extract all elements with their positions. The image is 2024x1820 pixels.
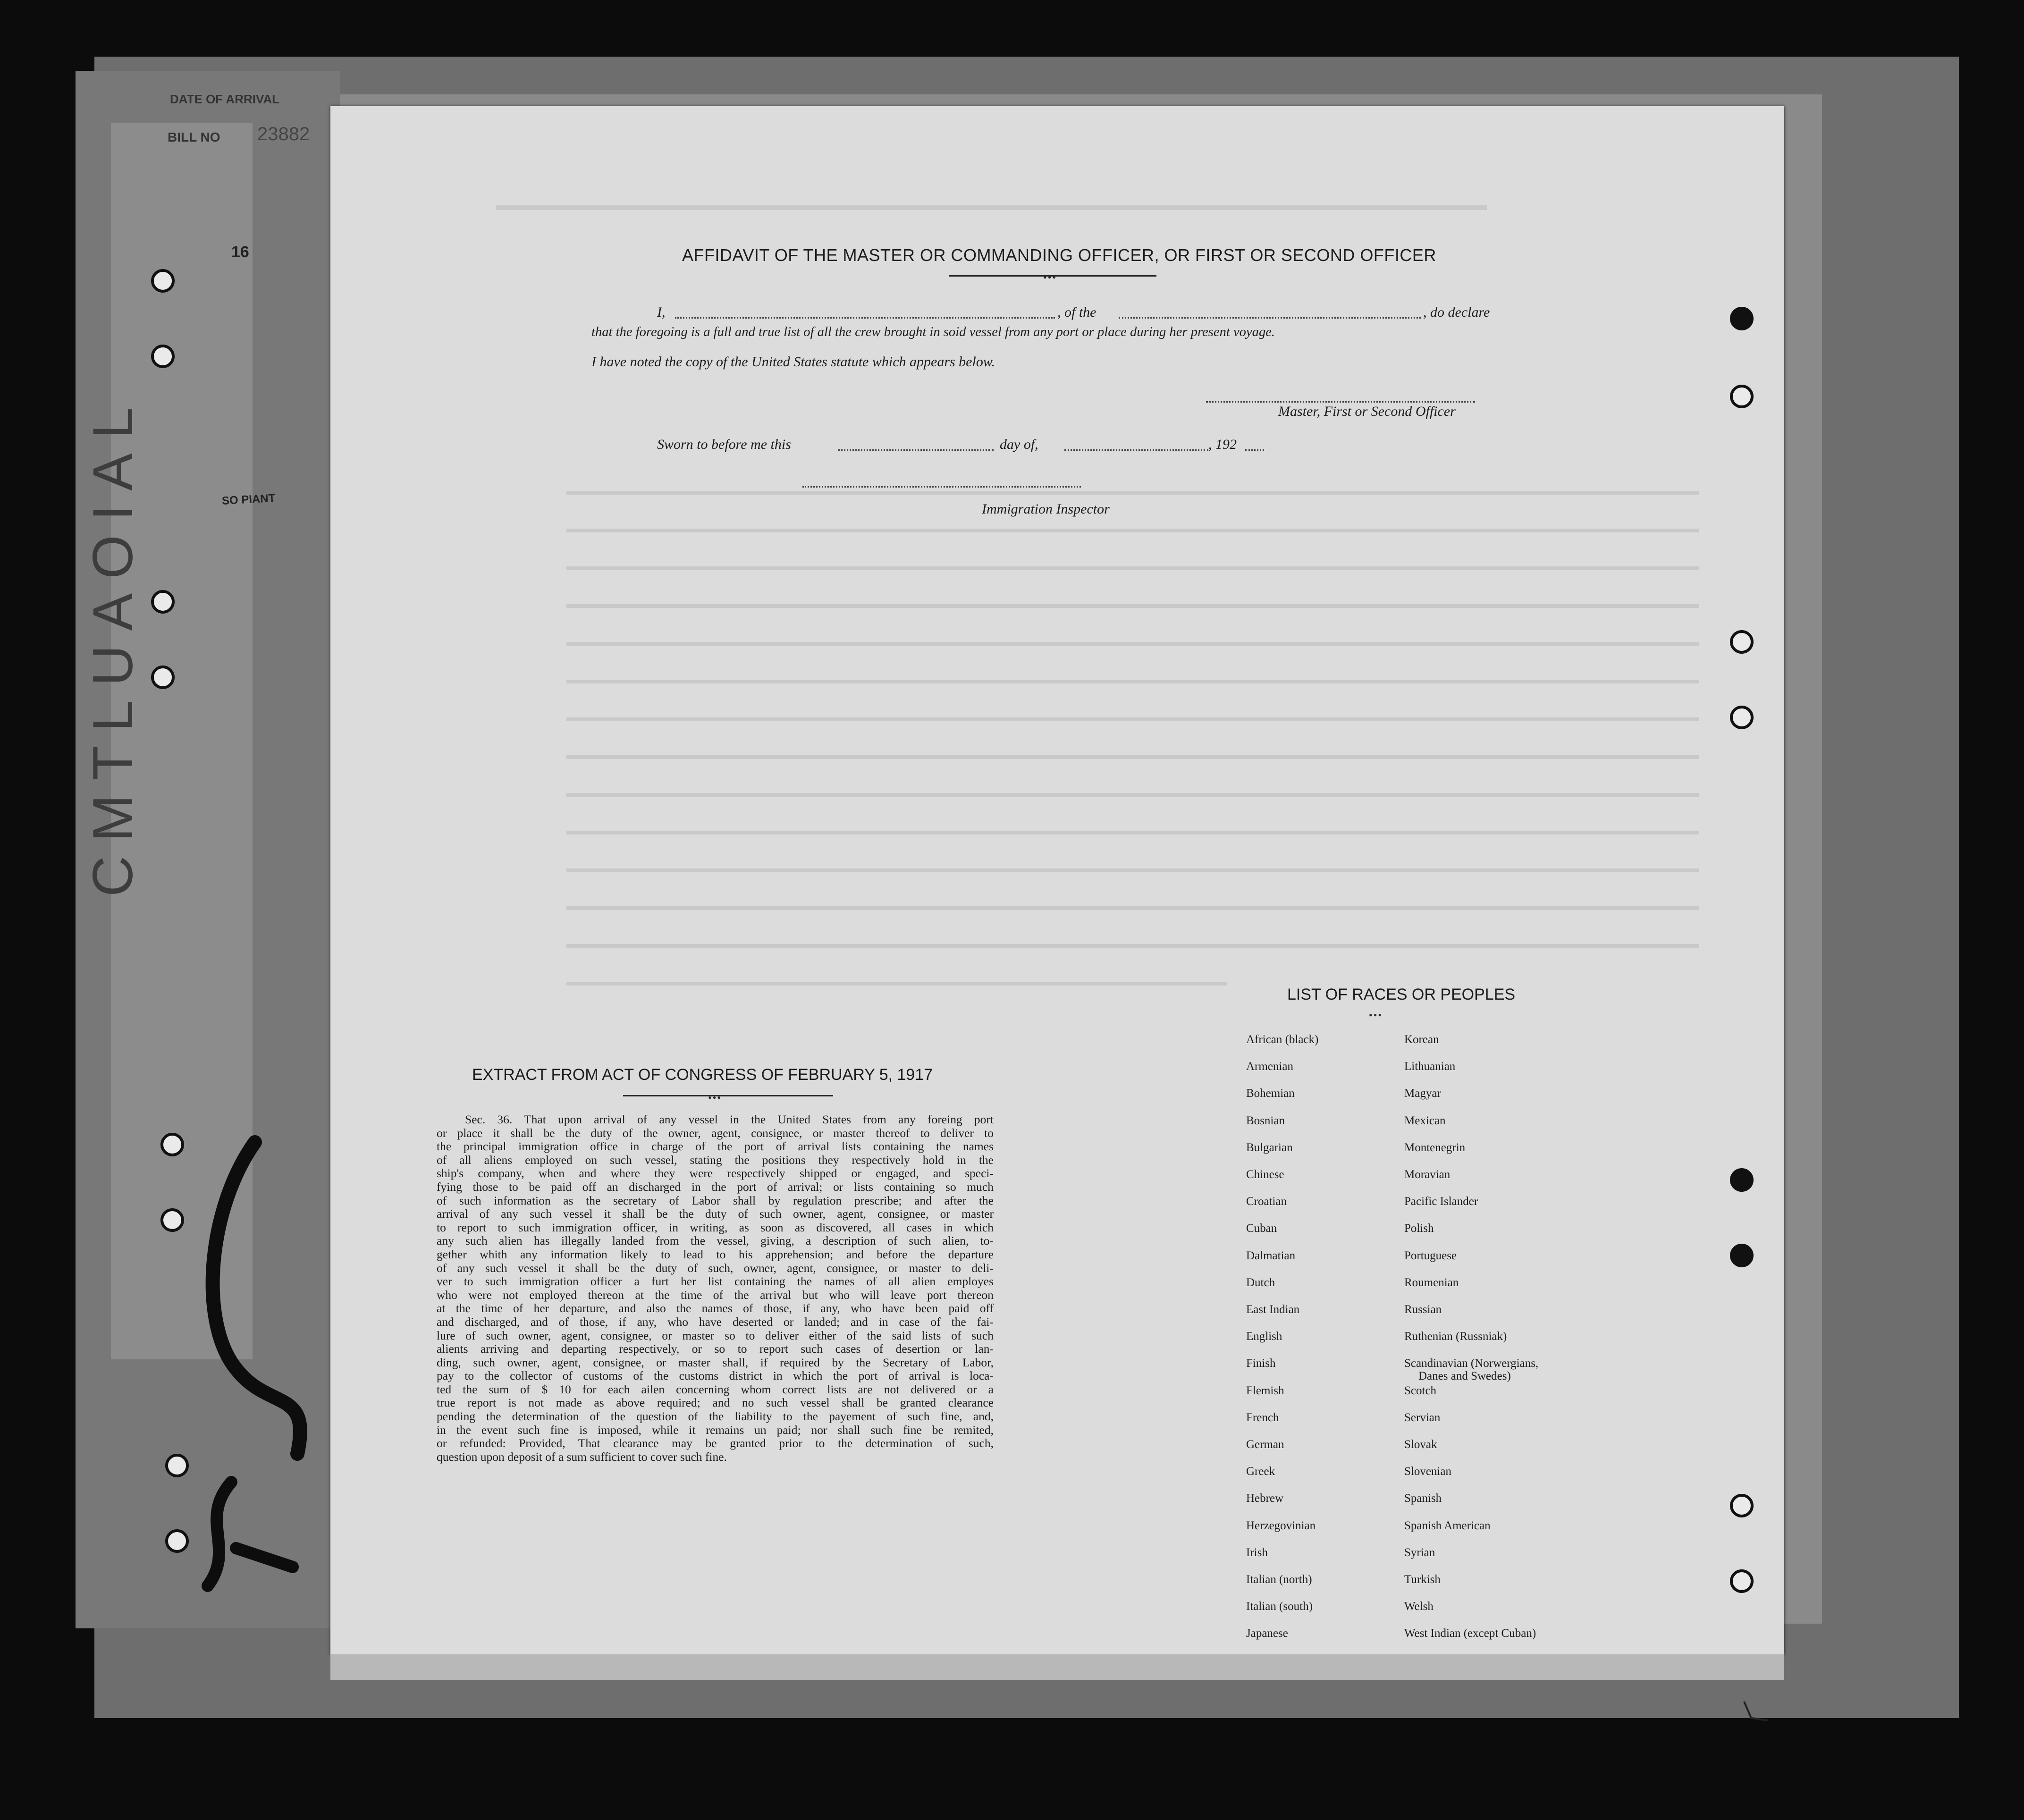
race-item: West Indian (except Cuban) (1404, 1627, 1536, 1640)
name-blank (675, 317, 1055, 319)
race-item: Spanish American (1404, 1519, 1491, 1532)
statute-line: alients arriving and departing respectively, or so to report such cases of desertion or lan- (437, 1342, 994, 1356)
punch-hole (165, 1529, 189, 1553)
statute-line: and discharged, and of those, if any, who have deserted or landed; and in case of the fai- (437, 1314, 994, 1329)
race-item: Chinese (1246, 1168, 1284, 1181)
race-item: French (1246, 1411, 1279, 1424)
race-item: Servian (1404, 1411, 1441, 1424)
punch-hole (1730, 385, 1754, 408)
statute-line: true report is not made as above required; and no such vessel shall be granted clearance (437, 1396, 994, 1410)
statute-line: lure of such owner, agent, consignee, or master so to deliver either of the said lists of such (437, 1328, 994, 1342)
statute-line: fying those to be paid off an discharged in the port of arrival; or lists containing so much (437, 1180, 994, 1194)
race-item: Slovak (1404, 1438, 1437, 1451)
punch-hole (1730, 630, 1754, 654)
ghost-row (566, 491, 1699, 495)
statute-line: arrival of any such vessel it shall be the duty of such owner, agent, consignee, or master (437, 1207, 994, 1221)
race-item: English (1246, 1330, 1282, 1343)
statute-line: of all aliens employed on such vessel, stating the positions they respectively hold in the (437, 1153, 994, 1167)
race-item: Bosnian (1246, 1114, 1285, 1127)
race-item: Italian (north) (1246, 1573, 1312, 1586)
statute-line: any such alien has illegally landed from the vessel, giving, a description of such alien, to- (437, 1234, 994, 1248)
race-item: Hebrew (1246, 1492, 1284, 1505)
ghost-row (566, 604, 1699, 608)
ghost-manifest-heading (496, 205, 1487, 210)
sworn-day-blank (838, 449, 994, 451)
punch-hole (151, 666, 175, 689)
ghost-row (566, 642, 1699, 646)
number-16: 16 (231, 243, 249, 261)
corner-pencil-mark (1742, 1699, 1770, 1723)
statute-line: ted the sum of $ 10 for each ailen concerning whom correct lists are not delivered or a (437, 1382, 994, 1396)
punch-hole (151, 269, 175, 293)
race-item: Scandinavian (Norwergians, (1404, 1357, 1539, 1370)
punch-hole (1730, 1244, 1754, 1267)
statute-line: at the time of her departure, and also the names of those, if any, who have been paid off (437, 1301, 994, 1315)
ghost-row (566, 755, 1699, 759)
declare-line-prefix: I, (657, 304, 666, 320)
statute-line: or refunded: Provided, That clearance may be granted prior to the determination of such, (437, 1436, 994, 1450)
races-title: LIST OF RACES OR PEOPLES (1287, 986, 1516, 1003)
race-item: Croatian (1246, 1195, 1287, 1208)
sworn-month-blank (1064, 449, 1208, 451)
race-item: Magyar (1404, 1087, 1441, 1100)
statute-line: question upon deposit of a sum sufficient to cover such fine. (437, 1449, 727, 1464)
race-item: Finish (1246, 1357, 1276, 1370)
declare-line-2: that the foregoing is a full and true list of all the crew brought in soid vessel from any port or place during her present voyage. (591, 325, 1275, 339)
race-item: Greek (1246, 1465, 1275, 1478)
ghost-row (566, 680, 1699, 683)
race-item: Italian (south) (1246, 1600, 1313, 1613)
sworn-day-label: day of, (1000, 437, 1038, 452)
statute-line: gether whith any information likely to lead to his apprehension; and before the departure (437, 1247, 994, 1261)
punch-hole (1730, 307, 1754, 330)
extract-rule (623, 1095, 833, 1096)
statute-line: the principal immigration office in charge of the port of arrival lists containing the names (437, 1139, 994, 1154)
race-item: Lithuanian (1404, 1060, 1456, 1073)
ghost-row (566, 529, 1699, 532)
bill-label: BILL NO (168, 130, 220, 144)
race-item: Spanish (1404, 1492, 1442, 1505)
ghost-row (566, 793, 1699, 797)
punch-hole (1730, 1168, 1754, 1192)
punch-hole (151, 590, 175, 614)
punch-hole (1730, 1494, 1754, 1517)
race-item: Flemish (1246, 1384, 1284, 1397)
race-item: Montenegrin (1404, 1141, 1466, 1154)
statute-line: of such information as the secretary of Labor shall by regulation prescribe; and after the (437, 1193, 994, 1207)
race-item: African (black) (1246, 1033, 1319, 1046)
race-item: Dutch (1246, 1276, 1275, 1289)
race-item: Danes and Swedes) (1418, 1370, 1511, 1383)
statute-line: of any such vessel it shall be the duty of such, owner, agent, consignee, or master to deli- (437, 1261, 994, 1275)
stamp-text: SO PIANT (221, 492, 276, 507)
section-36-text (437, 1113, 994, 1464)
statute-line: pay to the collector of customs of the customs district in which the port of arrival is loca- (437, 1369, 994, 1383)
statute-line: or place it shall be the duty of the owner, agent, consignee, or master thereof to deliver to (437, 1126, 994, 1140)
ghost-row (566, 906, 1699, 910)
race-item: Syrian (1404, 1546, 1435, 1559)
race-item: Ruthenian (Russniak) (1404, 1330, 1507, 1343)
declare-line-suffix: , do declare (1423, 304, 1490, 320)
race-item: Korean (1404, 1033, 1439, 1046)
punch-hole (160, 1133, 184, 1156)
race-item: Pacific Islander (1404, 1195, 1478, 1208)
race-item: German (1246, 1438, 1284, 1451)
ghost-row (566, 717, 1699, 721)
punch-hole (1730, 706, 1754, 729)
race-item: Slovenian (1404, 1465, 1451, 1478)
declare-line-of: , of the (1057, 304, 1096, 320)
vessel-blank (1119, 317, 1421, 319)
ghost-row (566, 831, 1699, 834)
race-item: Scotch (1404, 1384, 1437, 1397)
race-item: Welsh (1404, 1600, 1434, 1613)
race-item: Cuban (1246, 1222, 1277, 1235)
punch-hole (160, 1208, 184, 1232)
statute-line: ding, such owner, agent, consignee, or master shall, if required by the Secretary of Labor, (437, 1355, 994, 1369)
bill-number: 23882 (257, 124, 310, 144)
race-item: Irish (1246, 1546, 1268, 1559)
vertical-folder-text: CMTLUAOIAL (81, 393, 144, 897)
race-item: Armenian (1246, 1060, 1293, 1073)
ghost-row (566, 982, 1227, 986)
race-item: Herzegovinian (1246, 1519, 1316, 1532)
race-item: Portuguese (1404, 1249, 1457, 1262)
statute-line: to report to such immigration officer, in writing, as soon as discovered, all cases in which (437, 1220, 994, 1234)
punch-hole (151, 345, 175, 368)
race-item: Japanese (1246, 1627, 1288, 1640)
ghost-row (566, 944, 1699, 948)
affidavit-title: AFFIDAVIT OF THE MASTER OR COMMANDING OFFICER, OR FIRST OR SECOND OFFICER (682, 245, 1436, 265)
race-item: East Indian (1246, 1303, 1300, 1316)
race-item: Bulgarian (1246, 1141, 1293, 1154)
races-ornament: ••• (1369, 1009, 1383, 1021)
race-item: Bohemian (1246, 1087, 1295, 1100)
race-item: Dalmatian (1246, 1249, 1296, 1262)
punch-hole (165, 1454, 189, 1477)
date-of-arrival-fragment: DATE OF ARRIVAL (170, 92, 280, 106)
master-caption: Master, First or Second Officer (1278, 404, 1456, 419)
statute-line: in the event such fine is imposed, while it remains un paid; nor shall such fine be remited, (437, 1423, 994, 1437)
sworn-prefix: Sworn to before me this (657, 437, 791, 452)
statute-line: Sec. 36. That upon arrival of any vessel in the United States from any foreing port (465, 1112, 994, 1126)
race-item: Moravian (1404, 1168, 1451, 1181)
pen-scribble (179, 1123, 340, 1690)
sworn-year-blank (1245, 449, 1264, 451)
inspector-caption: Immigration Inspector (982, 501, 1110, 517)
race-item: Polish (1404, 1222, 1434, 1235)
sworn-year: , 192 (1208, 437, 1237, 452)
signature-blank (1206, 401, 1475, 403)
punch-hole (1730, 1569, 1754, 1593)
ghost-row (566, 566, 1699, 570)
race-item: Russian (1404, 1303, 1442, 1316)
statute-line: ship's company, when and where they were respectively shipped or engaged, and speci- (437, 1166, 994, 1180)
statute-line: ver to such immigration officer a furt her list containing the names of all alien employes (437, 1274, 994, 1289)
declare-line-3: I have noted the copy of the United States statute which appears below. (591, 354, 995, 370)
race-item: Turkish (1404, 1573, 1441, 1586)
inspector-signature-blank (802, 486, 1081, 488)
race-item: Mexican (1404, 1114, 1446, 1127)
title-ornament: ••• (1043, 271, 1057, 283)
statute-line: who were not employed thereon at the time of the arrival but who will leave port thereon (437, 1288, 994, 1302)
sheet-bottom-edge (330, 1654, 1784, 1680)
race-item: Roumenian (1404, 1276, 1459, 1289)
extract-title: EXTRACT FROM ACT OF CONGRESS OF FEBRUARY 5, 1917 (472, 1066, 933, 1084)
extract-ornament: ••• (708, 1092, 722, 1104)
statute-line: pending the determination of the question of the liability to the payement of such fine, and, (437, 1409, 994, 1424)
ghost-row (566, 868, 1699, 872)
